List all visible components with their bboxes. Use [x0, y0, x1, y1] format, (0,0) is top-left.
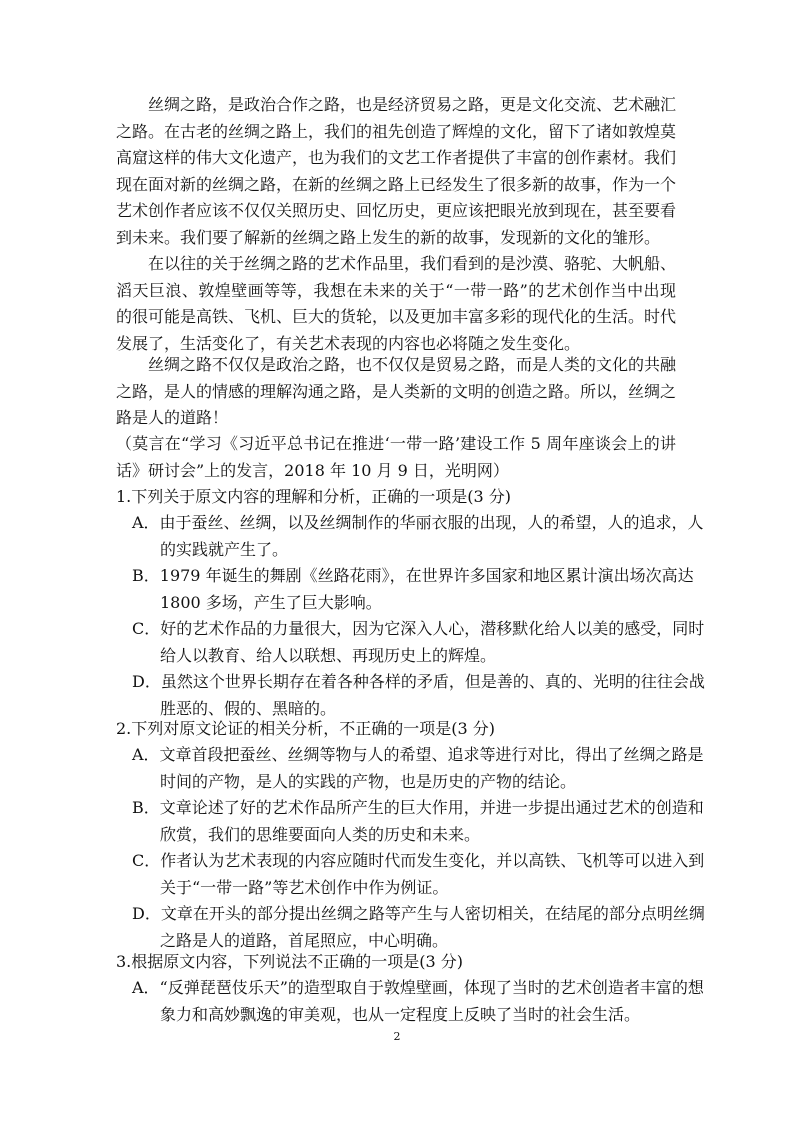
question-2-stem: 2.下列对原文论证的相关分析，不正确的一项是(3 分)	[116, 719, 496, 738]
passage-paragraph-1: 丝绸之路，是政治合作之路，也是经济贸易之路，更是文化交流、艺术融汇之路。在古老的丝绸之路上，我们的祖先创造了辉煌的文化，留下了诸如敦煌莫高窟这样的伟大文化遗产，也为我们的文艺工作者提供了丰富的创作素材。我们现在面对新的丝绸之路，在新的丝绸之路上已经发生了很多新的故事，作为一个艺术创作者应该不仅仅关照历史、回忆历史，更应该把眼光放到现在，甚至要看到未来。我们要了解新的丝绸之路上发生的新的故事，发现新的文化的雏形。	[116, 95, 677, 247]
question-2-option-b: B．文章论述了好的艺术作品所产生的巨大作用，并进一步提出通过艺术的创造和欣赏，我们的思维要面向人类的历史和未来。	[132, 798, 704, 844]
question-2-option-a: A．文章首段把蚕丝、丝绸等物与人的希望、追求等进行对比，得出了丝绸之路是时间的产物，是人的实践的产物，也是历史的产物的结论。	[132, 745, 704, 791]
passage-paragraph-2: 在以往的关于丝绸之路的艺术作品里，我们看到的是沙漠、骆驼、大帆船、滔天巨浪、敦煌壁画等等，我想在未来的关于“一带一路”的艺术创作当中出现的很可能是高铁、飞机、巨大的货轮，以及更加丰富多彩的现代化的生活。时代发展了，生活变化了，有关艺术表现的内容也必将随之发生变化。	[116, 254, 677, 353]
question-1-option-d: D．虽然这个世界长期存在着各种各样的矛盾，但是善的、真的、光明的往往会战胜恶的、假的、黑暗的。	[132, 672, 705, 718]
question-1-option-b: B．1979 年诞生的舞剧《丝路花雨》，在世界许多国家和地区累计演出场次高达 1800 多场，产生了巨大影响。	[132, 566, 694, 612]
question-1-option-a: A．由于蚕丝、丝绸，以及丝绸制作的华丽衣服的出现，人的希望，人的追求，人的实践就产生了。	[132, 513, 704, 559]
question-3-option-a: A．“反弹琵琶伎乐天”的造型取自于敦煌壁画，体现了当时的艺术创造者丰富的想象力和高妙飘逸的审美观，也从一定程度上反映了当时的社会生活。	[132, 978, 704, 1024]
question-1-stem: 1.下列关于原文内容的理解和分析，正确的一项是(3 分)	[116, 487, 512, 506]
passage-source: （莫言在“学习《习近平总书记在推进‘一带一路’建设工作 5 周年座谈会上的讲话》研讨会”上的发言，2018 年 10 月 9 日，光明网）	[116, 434, 676, 480]
question-2-option-d: D．文章在开头的部分提出丝绸之路等产生与人密切相关，在结尾的部分点明丝绸之路是人的道路，首尾照应，中心明确。	[132, 904, 705, 950]
passage-paragraph-3: 丝绸之路不仅仅是政治之路，也不仅仅是贸易之路，而是人类的文化的共融之路，是人的情感的理解沟通之路，是人类新的文明的创造之路。所以，丝绸之路是人的道路！	[116, 355, 677, 427]
question-2-option-c: C．作者认为艺术表现的内容应随时代而发生变化，并以高铁、飞机等可以进入到关于“一带一路”等艺术创作中作为例证。	[132, 851, 705, 897]
page-number: 2	[393, 1030, 401, 1043]
question-1-option-c: C．好的艺术作品的力量很大，因为它深入人心，潜移默化给人以美的感受，同时给人以教育、给人以联想、再现历史上的辉煌。	[132, 619, 705, 665]
question-3-stem: 3.根据原文内容，下列说法不正确的一项是(3 分)	[116, 952, 464, 971]
